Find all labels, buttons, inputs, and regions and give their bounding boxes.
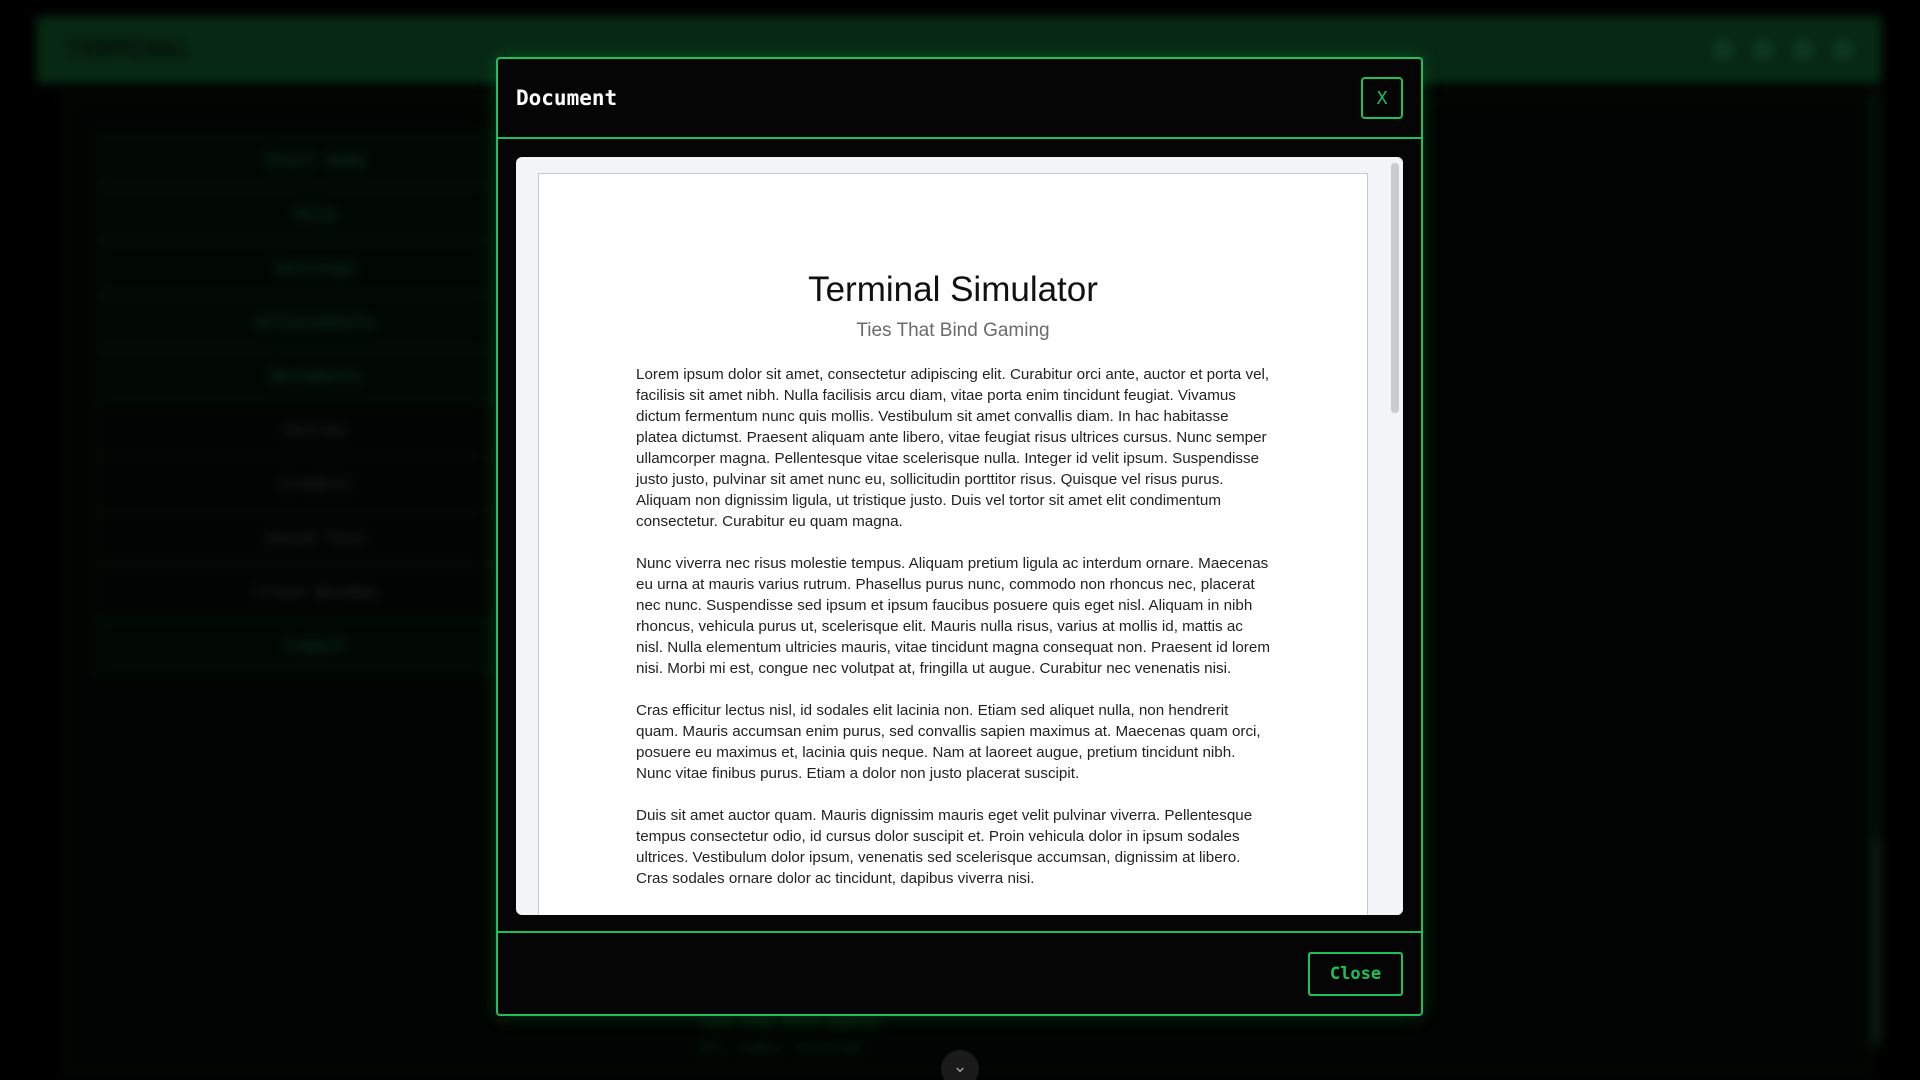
background-menu-item: Help xyxy=(96,186,536,240)
modal-footer xyxy=(498,931,1421,1014)
close-x-button[interactable] xyxy=(1361,77,1403,119)
document-title: Terminal Simulator xyxy=(808,270,1098,309)
document-paragraph: Nunc viverra nec risus molestie tempus. Aliquam pretium ligula ac interdum ornare. Maecenas eu urna at mauris varius rutrum. Phasellus purus nunc, commodo non rhoncus nec, placerat nec nunc. Suspendisse sed ipsum et ipsum faucibus posuere quis eget nisl. Aliquam in nibh rhoncus, vehicula purus ut, scelerisque elit. Mauris nulla risus, varius at mollis id, mattis ac nisl. Nulla elementum ultricies mauris, vitae tincidunt magna consequat non. Praesent id lorem nisi. Morbi mi est, congue nec volutpat at, fringilla ut augue. Curabitur nec venenatis nisi. xyxy=(636,555,1270,677)
document-viewer[interactable] xyxy=(516,157,1403,915)
modal-header xyxy=(498,59,1421,139)
background-menu-item: Achievements xyxy=(96,294,536,348)
background-footer-line: All rights reserved xyxy=(700,1040,861,1056)
background-footer-line: Ties That Bind Gaming xyxy=(700,1016,878,1032)
background-menu-item: Start Game xyxy=(96,132,536,186)
document-modal xyxy=(496,57,1423,1016)
background-menu-item: Extras xyxy=(96,402,536,456)
document-subtitle: Ties That Bind Gaming xyxy=(856,320,1050,341)
close-icon: X xyxy=(1376,87,1388,109)
modal-body xyxy=(498,139,1421,931)
document-paragraph: Cras efficitur lectus nisl, id sodales elit lacinia non. Etiam sed aliquet nulla, non hendrerit quam. Mauris accumsan enim purus, sed convallis sapien maximus at. Maecenas quam orci, posuere eu maximus et, lacinia quis neque. Nam at laoreet augue, pretium tincidunt nibh. Nunc vitae finibus purus. Etiam a dolor non justo placerat suscipit. xyxy=(636,702,1261,782)
background-menu-item: Sound Test xyxy=(96,510,536,564)
modal-title: Document xyxy=(516,86,618,110)
chevron-down-icon: ⌄ xyxy=(952,1056,968,1077)
background-menu-item: Close Window xyxy=(96,564,536,618)
document-paragraph: Lorem ipsum dolor sit amet, consectetur adipiscing elit. Curabitur orci ante, auctor et porta vel, facilisis sit amet nibh. Nulla facilisis arcu diam, vitae porta enim tincidunt feugiat. Vivamus dictum fermentum nunc quis mollis. Vestibulum sit amet convallis diam. In hac habitasse platea dictumst. Praesent aliquam ante libero, vitae feugiat risus ultrices cursus. Nunc semper ullamcorper magna. Pellentesque vitae scelerisque nulla. Integer id velit ipsum. Suspendisse justo justo, pulvinar sit amet nunc eu, sollicitudin porttitor risus. Quisque vel risus purus. Aliquam non dignissim ligula, ut tristique justo. Duis vel tortor sit amet elit condimentum consectetur. Curabitur eu quam magna. xyxy=(636,366,1270,530)
background-menu-item: Settings xyxy=(96,240,536,294)
viewer-scrollbar-thumb[interactable] xyxy=(1391,163,1399,413)
background-menu-item: Logout xyxy=(96,618,536,672)
close-button[interactable]: Close xyxy=(1308,952,1403,996)
document-page xyxy=(538,173,1368,915)
background-menu-item: Credits xyxy=(96,456,536,510)
document-paragraph: Duis sit amet auctor quam. Mauris dignissim mauris eget velit pulvinar viverra. Pellentesque tempus consectetur odio, id cursus dolor suscipit et. Proin vehicula dolor in ipsum sodales ultrices. Vestibulum dolor ipsum, venenatis sed scelerisque accumsan, dignissim at libero. Cras sodales ornare dolor ac tincidunt, dapibus viverra nisi. xyxy=(636,807,1253,887)
scroll-down-button[interactable] xyxy=(941,1050,979,1080)
background-menu-item: Documents xyxy=(96,348,536,402)
background-brand: TERMINAL xyxy=(66,35,192,65)
document-text xyxy=(636,364,1274,910)
